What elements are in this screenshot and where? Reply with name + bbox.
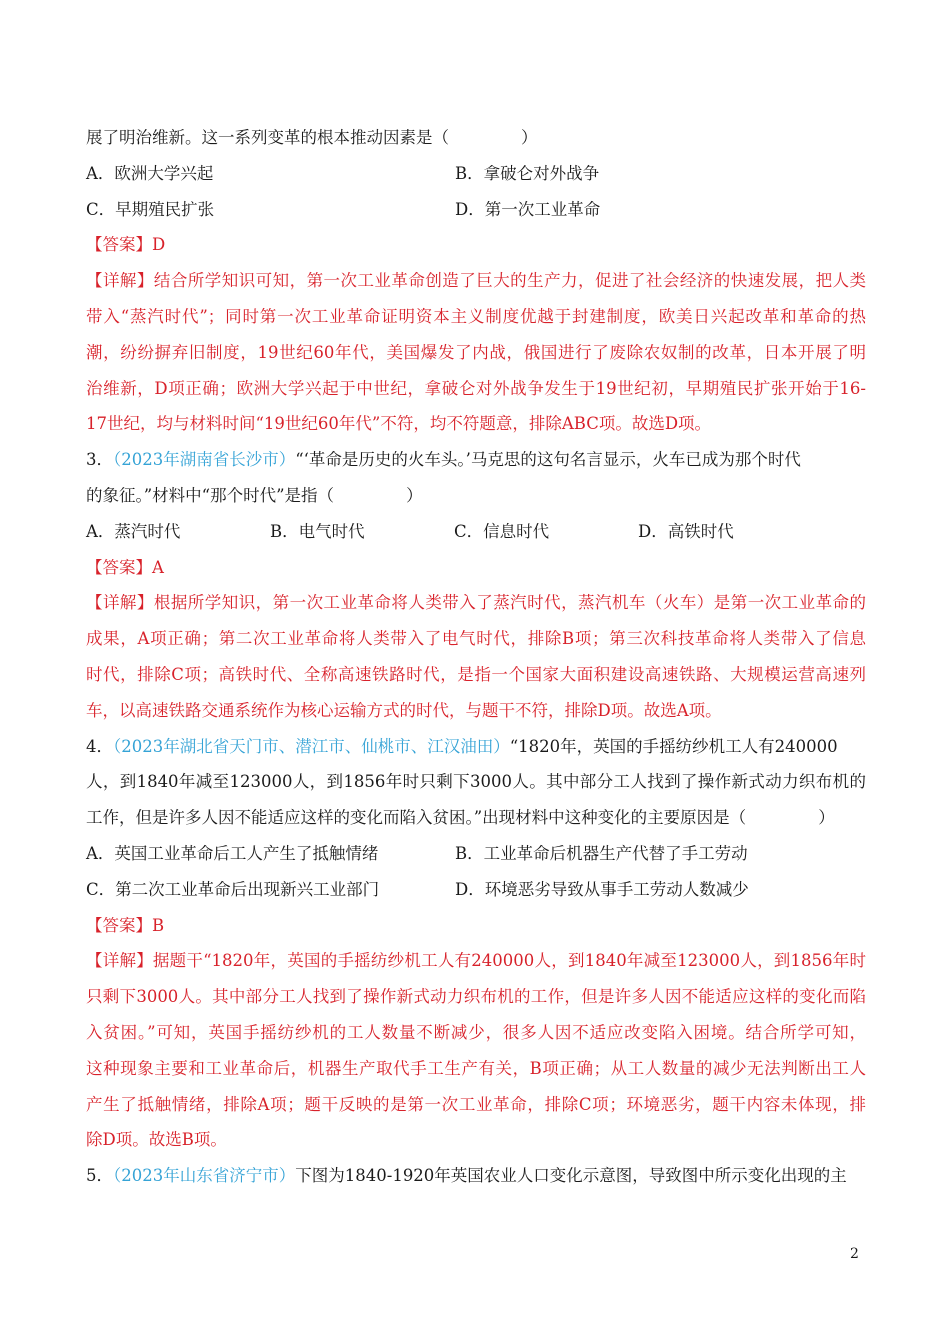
q5-source: （2023年山东省济宁市）	[113, 1166, 296, 1186]
q4-options-row-1	[86, 836, 866, 872]
q2-option-d: D．第一次工业革命	[455, 199, 601, 219]
q2-detail-line: 【详解】结合所学知识可知，第一次工业革命创造了巨大的生产力，促进了社会经济的快速发展，把人类	[86, 271, 866, 291]
q3-detail-line: 【详解】根据所学知识，第一次工业革命将人类带入了蒸汽时代，蒸汽机车（火车）是第一次工业革命的	[86, 593, 866, 613]
q4-option-a: A．英国工业革命后工人产生了抵触情绪	[86, 843, 379, 863]
q3-stem-line-1: 3．（2023年湖南省长沙市）“‘革命是历史的火车头。’马克思的这句名言显示，火车已成为那个时代	[86, 450, 801, 470]
q2-detail-line: 治维新，D项正确；欧洲大学兴起于中世纪，拿破仑对外战争发生于19世纪初，早期殖民扩张开始于16-	[86, 378, 866, 398]
q4-source: （2023年湖北省天门市、潜江市、仙桃市、江汉油田）	[113, 736, 510, 756]
q4-stem-line-1: 4．（2023年湖北省天门市、潜江市、仙桃市、江汉油田）“1820年，英国的手摇纺纱机工人有240000	[86, 736, 838, 756]
q3-detail-line: 车，以高速铁路交通系统作为核心运输方式的时代，与题干不符，排除D项。故选A项。	[86, 700, 722, 720]
q2-option-a: A．欧洲大学兴起	[86, 163, 214, 183]
q2-options-row-1	[86, 156, 866, 192]
q4-detail-line: 产生了抵触情绪，排除A项；题干反映的是第一次工业革命，排除C项；环境恶劣，题干内容未体现，排	[86, 1094, 866, 1114]
q3-detail-line: 成果，A项正确；第二次工业革命将人类带入了电气时代，排除B项；第三次科技革命将人类带入了信息	[86, 629, 866, 649]
q4-answer: 【答案】B	[86, 915, 165, 935]
q5-stem-line-1: 5．（2023年山东省济宁市）下图为1840-1920年英国农业人口变化示意图，导致图中所示变化出现的主	[86, 1166, 847, 1186]
page-number: 2	[850, 1246, 859, 1262]
q2-stem-tail: 展了明治维新。这一系列变革的根本推动因素是（ ）	[86, 128, 538, 147]
q4-detail-line: 只剩下3000人。其中部分工人找到了操作新式动力织布机的工作，但是许多人因不能适应这样的变化而陷	[86, 987, 866, 1007]
q5-number: 5．	[86, 1166, 113, 1186]
q3-detail-line: 时代，排除C项；高铁时代、全称高速铁路时代，是指一个国家大面积建设高速铁路、大规模运营高速列	[86, 664, 866, 684]
q4-option-c: C．第二次工业革命后出现新兴工业部门	[86, 879, 380, 899]
q2-option-b: B．拿破仑对外战争	[455, 163, 600, 183]
q2-option-c: C．早期殖民扩张	[86, 199, 215, 219]
document-page	[86, 120, 866, 1194]
q4-detail-line: 入贫困。”可知，英国手摇纺纱机的工人数量不断减少，很多人因不适应改变陷入困境。结合所学可知，	[86, 1022, 866, 1042]
q4-number: 4．	[86, 736, 113, 756]
q2-detail-line: 带入“蒸汽时代”；同时第一次工业革命证明资本主义制度优越于封建制度，欧美日兴起改革和革命的热	[86, 306, 866, 326]
q3-option-b: B．电气时代	[270, 521, 365, 541]
q3-source: （2023年湖南省长沙市）	[113, 450, 296, 470]
q3-number: 3．	[86, 450, 113, 470]
q4-stem-line-3: 工作，但是许多人因不能适应这样的变化而陷入贫困。”出现材料中这种变化的主要原因是（ ）	[86, 808, 835, 828]
q3-option-c: C．信息时代	[454, 521, 550, 541]
q4-stem-line-2: 人，到1840年减至123000人，到1856年时只剩下3000人。其中部分工人找到了操作新式动力织布机的	[86, 772, 866, 792]
q4-options-row-2	[86, 872, 866, 908]
q4-detail-line: 除D项。故选B项。	[86, 1130, 227, 1150]
q2-answer: 【答案】D	[86, 235, 166, 255]
q3-options-row	[86, 514, 866, 550]
q4-option-d: D．环境恶劣导致从事手工劳动人数减少	[455, 879, 749, 899]
q3-option-d: D．高铁时代	[638, 521, 734, 541]
q2-detail-line: 17世纪，均与材料时间“19世纪60年代”不符，均不符题意，排除ABC项。故选D项。	[86, 414, 712, 434]
q4-detail-line: 这种现象主要和工业革命后，机器生产取代手工生产有关，B项正确；从工人数量的减少无法判断出工人	[86, 1058, 866, 1078]
q4-detail-line: 【详解】据题干“1820年，英国的手摇纺纱机工人有240000人，到1840年减至123000人，到1856年时	[86, 951, 866, 971]
q3-option-a: A．蒸汽时代	[86, 521, 181, 541]
q2-detail-line: 潮，纷纷摒弃旧制度，19世纪60年代，美国爆发了内战，俄国进行了废除农奴制的改革，日本开展了明	[86, 342, 866, 362]
q3-stem-line-2: 的象征。”材料中“那个时代”是指（ ）	[86, 485, 423, 505]
q4-option-b: B．工业革命后机器生产代替了手工劳动	[455, 843, 748, 863]
q2-options-row-2	[86, 192, 866, 228]
q3-answer: 【答案】A	[86, 557, 164, 577]
